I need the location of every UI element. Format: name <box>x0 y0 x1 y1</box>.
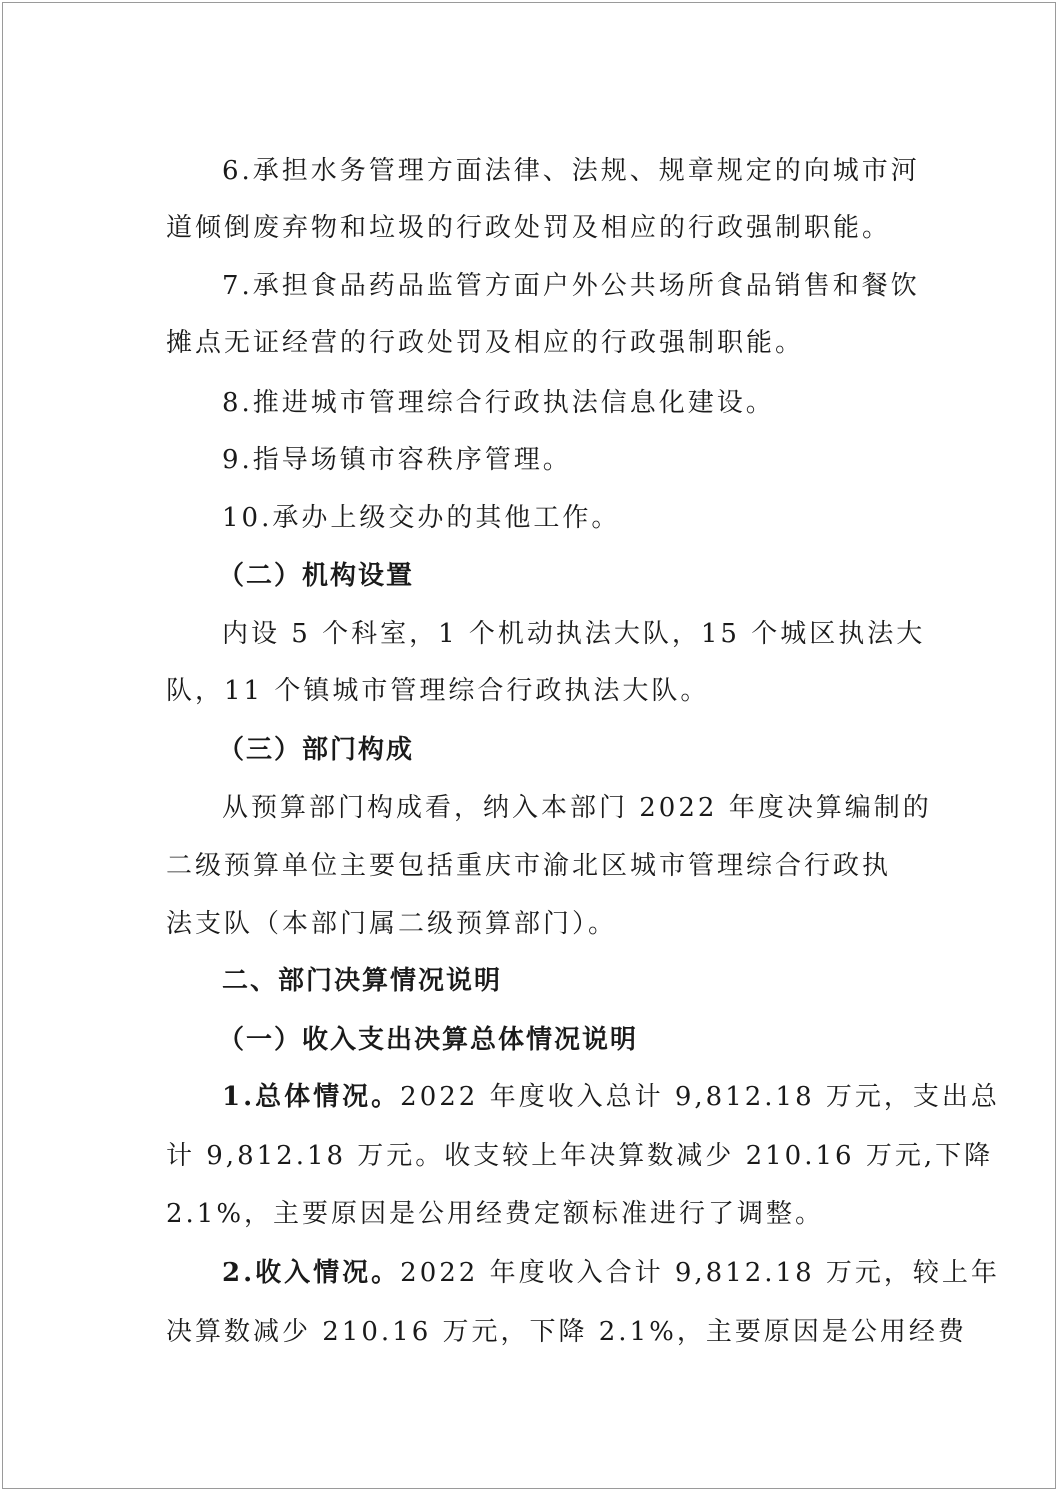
paragraph-line: 10.承办上级交办的其他工作。 <box>222 503 621 533</box>
paragraph-line: 内设 5 个科室，1 个机动执法大队，15 个城区执法大 <box>222 619 926 649</box>
paragraph-line: 道倾倒废弃物和垃圾的行政处罚及相应的行政强制职能。 <box>166 213 892 243</box>
paragraph-line: 决算数减少 210.16 万元，下降 2.1%，主要原因是公用经费 <box>166 1317 967 1347</box>
inline-text: 2022 年度收入总计 9,812.18 万元，支出总 <box>400 1082 1000 1112</box>
paragraph-line: 摊点无证经营的行政处罚及相应的行政强制职能。 <box>166 328 805 358</box>
paragraph-line: 8.推进城市管理综合行政执法信息化建设。 <box>222 388 775 418</box>
section-heading: （三）部门构成 <box>218 735 415 765</box>
section-heading: （二）机构设置 <box>218 561 415 591</box>
paragraph-line <box>222 1258 1000 1288</box>
paragraph-line: 9.指导场镇市容秩序管理。 <box>222 445 572 475</box>
paragraph-line: 队，11 个镇城市管理综合行政执法大队。 <box>166 676 710 706</box>
inline-text: 2022 年度收入合计 9,812.18 万元，较上年 <box>400 1258 1000 1288</box>
section-heading: （一）收入支出决算总体情况说明 <box>218 1025 639 1055</box>
part-heading: 二、部门决算情况说明 <box>222 966 503 996</box>
paragraph-line: 6.承担水务管理方面法律、法规、规章规定的向城市河 <box>222 156 920 186</box>
paragraph-line: 2.1%，主要原因是公用经费定额标准进行了调整。 <box>166 1199 825 1229</box>
inline-label: 1.总体情况。 <box>222 1082 401 1112</box>
paragraph-line: 从预算部门构成看，纳入本部门 2022 年度决算编制的 <box>222 793 932 823</box>
paragraph-line: 二级预算单位主要包括重庆市渝北区城市管理综合行政执 <box>166 851 892 881</box>
paragraph-line <box>222 1082 1000 1112</box>
inline-label: 2.收入情况。 <box>222 1258 401 1288</box>
paragraph-line: 法支队（本部门属二级预算部门）。 <box>166 909 618 939</box>
paragraph-line: 计 9,812.18 万元。收支较上年决算数减少 210.16 万元,下降 <box>166 1141 994 1171</box>
paragraph-line: 7.承担食品药品监管方面户外公共场所食品销售和餐饮 <box>222 271 920 301</box>
